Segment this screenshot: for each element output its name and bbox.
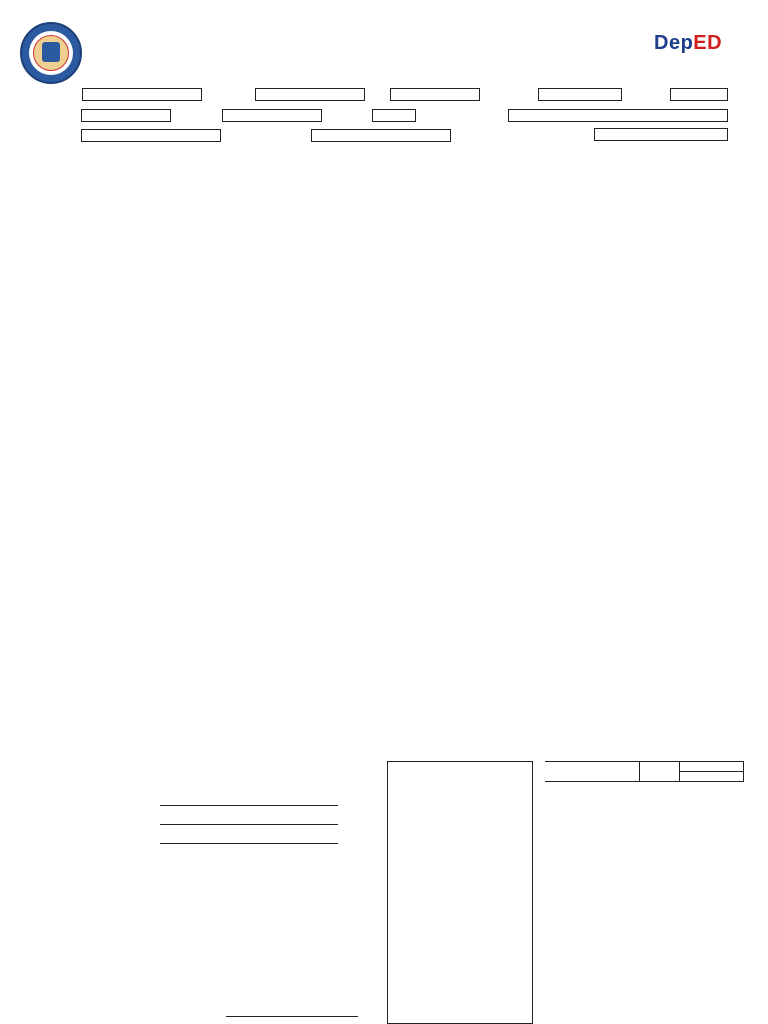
school-name-field[interactable] xyxy=(82,88,202,101)
summary-blank xyxy=(679,772,743,782)
formula-c-divider xyxy=(160,843,338,844)
grade-level-field[interactable] xyxy=(372,109,416,122)
deped-seal-logo xyxy=(20,22,82,84)
summary-month xyxy=(545,762,639,782)
summary-table xyxy=(545,761,744,782)
attendance-codes-legend xyxy=(387,761,533,1024)
district-field[interactable] xyxy=(390,88,480,101)
semester-field[interactable] xyxy=(81,109,171,122)
track-field[interactable] xyxy=(508,109,728,122)
month-field[interactable] xyxy=(594,128,728,141)
course-field[interactable] xyxy=(311,129,451,142)
signature-line xyxy=(226,1016,358,1017)
formula-b-divider xyxy=(160,824,338,825)
school-year-field[interactable] xyxy=(222,109,322,122)
deped-logo: DepED xyxy=(654,32,723,54)
section-field[interactable] xyxy=(81,129,221,142)
formula-a-divider xyxy=(160,805,338,806)
division-field[interactable] xyxy=(538,88,622,101)
school-id-field[interactable] xyxy=(255,88,365,101)
summary-title xyxy=(679,762,743,772)
summary-days xyxy=(639,762,679,782)
region-field[interactable] xyxy=(670,88,728,101)
